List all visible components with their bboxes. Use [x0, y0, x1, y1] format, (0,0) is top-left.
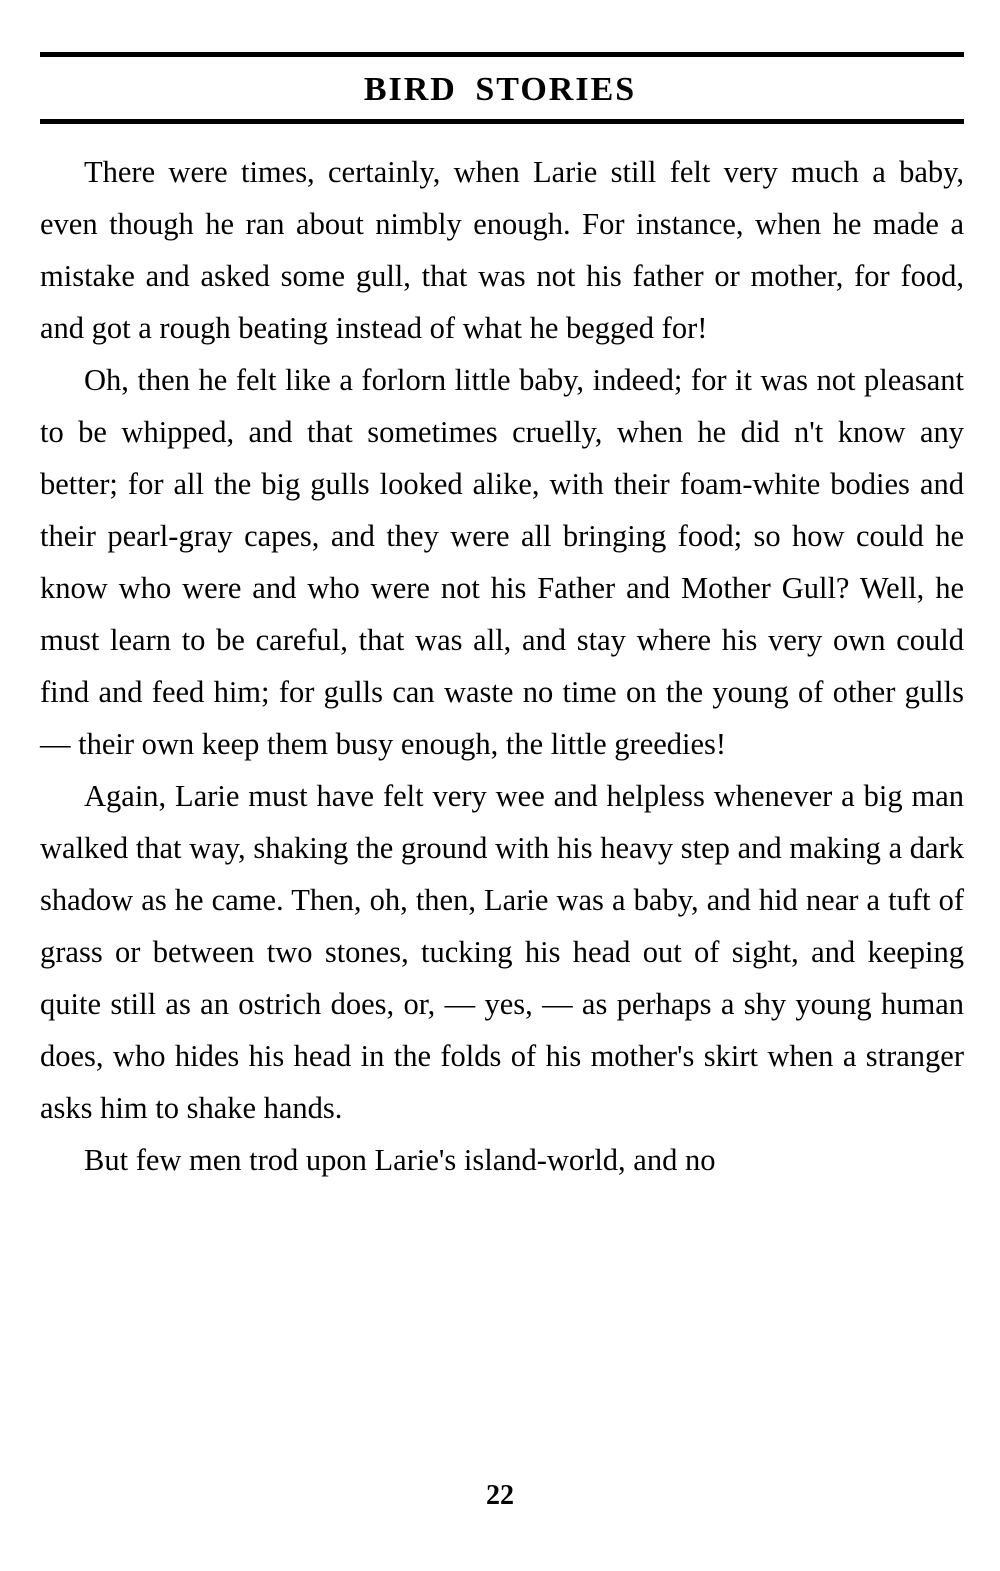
body-text — [40, 146, 964, 1186]
paragraph: Oh, then he felt like a forlorn little baby, indeed; for it was not pleasant to be whipped, and that sometimes cruelly, when he did n't know any better; for all the big gulls looked alike, with their foam-white bodies and their pearl-gray capes, and they were all bringing food; so how could he know who were and who were not his Father and Mother Gull? Well, he must learn to be careful, that was all, and stay where his very own could find and feed him; for gulls can waste no time on the young of other gulls — their own keep them busy enough, the little greedies! — [40, 363, 964, 761]
header-rule-bottom — [40, 119, 964, 124]
page-number: 22 — [486, 1480, 514, 1511]
paragraph: But few men trod upon Larie's island-world, and no — [84, 1143, 716, 1177]
running-head: BIRD STORIES — [363, 71, 637, 108]
paragraph: There were times, certainly, when Larie still felt very much a baby, even though he ran about nimbly enough. For instance, when he made a mistake and asked some gull, that was not his father or mother, for food, and got a rough beating instead of what he begged for! — [40, 155, 964, 345]
paragraph: Again, Larie must have felt very wee and helpless whenever a big man walked that way, shaking the ground with his heavy step and making a dark shadow as he came. Then, oh, then, Larie was a baby, and hid near a tuft of grass or between two stones, tucking his head out of sight, and keeping quite still as an ostrich does, or, — yes, — as perhaps a shy young human does, who hides his head in the folds of his mother's skirt when a stranger asks him to shake hands. — [40, 779, 964, 1125]
